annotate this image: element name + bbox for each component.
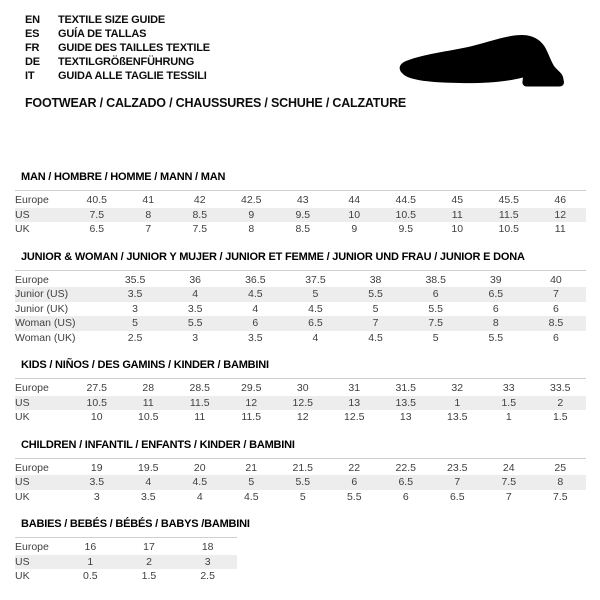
row-label: US bbox=[15, 555, 30, 568]
size-value: 6 bbox=[432, 288, 439, 300]
size-value: 32 bbox=[451, 382, 464, 394]
size-value: 1.5 bbox=[501, 396, 517, 409]
size-value: 6.5 bbox=[89, 223, 105, 235]
size-value: 5.5 bbox=[488, 331, 504, 344]
size-value: 2.5 bbox=[127, 331, 143, 344]
size-value: 3.5 bbox=[127, 288, 143, 300]
size-value: 11 bbox=[554, 223, 566, 235]
row-label: UK bbox=[15, 223, 30, 235]
size-value: 4.5 bbox=[192, 476, 208, 488]
size-value: 7 bbox=[145, 223, 152, 235]
table-row bbox=[15, 381, 586, 396]
size-value: 33 bbox=[502, 382, 515, 394]
size-value: 7 bbox=[553, 288, 559, 300]
size-value: 4 bbox=[196, 490, 203, 503]
size-value: 9.5 bbox=[398, 223, 414, 235]
size-value: 1 bbox=[505, 411, 512, 423]
size-value: 35.5 bbox=[124, 273, 146, 286]
size-value: 12 bbox=[296, 411, 309, 423]
size-value: 5 bbox=[372, 302, 379, 315]
size-value: 18 bbox=[201, 541, 214, 553]
size-value: 44.5 bbox=[395, 194, 416, 206]
table-row bbox=[15, 222, 586, 237]
size-value: 1 bbox=[87, 555, 94, 568]
row-label: US bbox=[15, 476, 30, 488]
section-title: CHILDREN / INFANTIL / ENFANTS / KINDER / BAMBINI bbox=[21, 438, 295, 451]
size-value: 21 bbox=[245, 461, 258, 474]
table-row bbox=[15, 555, 237, 570]
language-code: FR bbox=[25, 42, 40, 54]
size-value: 9 bbox=[248, 208, 255, 221]
size-value: 8.5 bbox=[192, 208, 208, 221]
size-value: 31.5 bbox=[395, 382, 416, 394]
size-value: 2 bbox=[557, 396, 564, 409]
size-value: 5.5 bbox=[295, 476, 311, 488]
size-value: 37.5 bbox=[305, 273, 326, 286]
size-section bbox=[15, 251, 586, 346]
language-row bbox=[25, 13, 600, 27]
size-value: 3 bbox=[192, 331, 199, 344]
size-value: 25 bbox=[554, 461, 567, 474]
size-value: 5.5 bbox=[368, 288, 383, 300]
size-value: 5 bbox=[299, 490, 306, 503]
table-row bbox=[15, 273, 586, 288]
size-value: 23.5 bbox=[447, 461, 468, 474]
size-table-wrap bbox=[15, 458, 586, 505]
size-value: 11 bbox=[142, 396, 154, 409]
size-value: 3 bbox=[132, 302, 138, 315]
size-value: 6 bbox=[402, 490, 409, 503]
row-label: Woman (US) bbox=[15, 317, 76, 329]
table-row bbox=[15, 208, 586, 223]
size-table bbox=[15, 461, 586, 505]
size-value: 22.5 bbox=[395, 461, 416, 474]
size-value: 44 bbox=[348, 194, 361, 206]
size-value: 8.5 bbox=[548, 317, 564, 329]
section-title: JUNIOR & WOMAN / JUNIOR Y MUJER / JUNIOR ET FEMME / JUNIOR UND FRAU / JUNIOR E DONA bbox=[21, 250, 525, 263]
row-label: Woman (UK) bbox=[15, 331, 76, 344]
size-value: 7 bbox=[454, 476, 461, 488]
row-label: Junior (UK) bbox=[15, 302, 69, 315]
row-label: Europe bbox=[15, 461, 49, 474]
size-value: 13 bbox=[348, 396, 361, 409]
size-value: 17 bbox=[143, 541, 155, 553]
size-tables bbox=[15, 171, 586, 584]
row-label: Europe bbox=[15, 541, 49, 553]
category-heading: FOOTWEAR / CALZADO / CHAUSSURES / SCHUHE / CALZATURE bbox=[25, 96, 407, 110]
size-value: 45.5 bbox=[498, 194, 519, 206]
size-value: 4.5 bbox=[248, 288, 263, 300]
size-value: 1 bbox=[454, 396, 461, 409]
size-value: 12.5 bbox=[344, 411, 365, 423]
size-value: 0.5 bbox=[83, 570, 98, 582]
size-value: 6.5 bbox=[449, 490, 465, 503]
size-value: 5.5 bbox=[346, 490, 362, 503]
size-value: 6.5 bbox=[488, 288, 504, 300]
language-code: DE bbox=[25, 56, 40, 68]
size-value: 5 bbox=[132, 317, 138, 329]
size-value: 38 bbox=[369, 273, 382, 286]
size-value: 42.5 bbox=[241, 194, 262, 206]
size-value: 42 bbox=[193, 194, 206, 206]
size-value: 5 bbox=[432, 331, 439, 344]
guide-title-de: TEXTILGRÖßENFÜHRUNG bbox=[58, 56, 195, 68]
size-value: 39 bbox=[489, 273, 502, 286]
size-value: 10 bbox=[90, 411, 103, 423]
row-label: Europe bbox=[15, 194, 49, 206]
size-section bbox=[15, 518, 586, 584]
size-value: 12 bbox=[554, 208, 567, 221]
row-label: US bbox=[15, 208, 30, 221]
size-value: 6.5 bbox=[398, 476, 414, 488]
section-title: BABIES / BEBÉS / BÉBÉS / BABYS /BAMBINI bbox=[21, 518, 250, 530]
row-label: UK bbox=[15, 570, 30, 582]
size-value: 10.5 bbox=[498, 223, 519, 235]
size-section bbox=[15, 171, 586, 237]
size-value: 7.5 bbox=[192, 223, 208, 235]
guide-title-fr: GUIDE DES TAILLES TEXTILE bbox=[58, 42, 210, 54]
guide-title-es: GUÍA DE TALLAS bbox=[58, 28, 147, 40]
table-row bbox=[15, 410, 586, 425]
section-title: MAN / HOMBRE / HOMME / MANN / MAN bbox=[21, 171, 226, 183]
size-value: 5.5 bbox=[428, 302, 443, 315]
table-row bbox=[15, 287, 586, 302]
size-value: 10 bbox=[348, 208, 361, 221]
size-value: 22 bbox=[348, 461, 361, 474]
size-value: 10.5 bbox=[86, 396, 107, 409]
size-value: 40 bbox=[550, 273, 562, 286]
table-row bbox=[15, 490, 586, 505]
table-row bbox=[15, 193, 586, 208]
size-value: 27.5 bbox=[86, 382, 107, 394]
size-value: 3 bbox=[204, 555, 211, 568]
size-value: 28 bbox=[142, 382, 155, 394]
size-value: 3 bbox=[93, 490, 100, 503]
size-value: 7.5 bbox=[501, 476, 517, 488]
row-label: Europe bbox=[15, 382, 49, 394]
size-table-wrap bbox=[15, 378, 586, 425]
size-value: 4 bbox=[312, 331, 319, 344]
size-value: 41 bbox=[142, 194, 155, 206]
size-value: 33.5 bbox=[550, 382, 571, 394]
row-label: Europe bbox=[15, 273, 49, 286]
size-value: 6 bbox=[351, 476, 358, 488]
size-value: 13 bbox=[399, 411, 412, 423]
size-value: 45 bbox=[451, 194, 464, 206]
size-value: 6 bbox=[492, 302, 499, 315]
size-value: 9.5 bbox=[295, 208, 311, 221]
size-value: 3.5 bbox=[89, 476, 105, 488]
size-value: 12 bbox=[245, 396, 258, 409]
size-value: 4 bbox=[252, 302, 259, 315]
size-value: 8 bbox=[492, 317, 499, 329]
size-value: 19 bbox=[90, 461, 103, 474]
size-value: 3.5 bbox=[248, 331, 263, 344]
size-value: 13.5 bbox=[447, 411, 468, 423]
table-row bbox=[15, 302, 586, 317]
size-section bbox=[15, 359, 586, 425]
size-section bbox=[15, 439, 586, 505]
language-code: EN bbox=[25, 14, 40, 26]
language-code: IT bbox=[25, 70, 35, 82]
size-value: 29.5 bbox=[241, 382, 262, 394]
size-value: 24 bbox=[502, 461, 515, 474]
size-table bbox=[15, 381, 586, 425]
table-row bbox=[15, 461, 586, 476]
size-value: 28.5 bbox=[189, 382, 210, 394]
table-row bbox=[15, 316, 586, 331]
size-value: 31 bbox=[348, 382, 361, 394]
size-value: 4.5 bbox=[368, 331, 383, 344]
size-value: 43 bbox=[296, 194, 309, 206]
size-value: 7 bbox=[372, 317, 379, 329]
size-value: 16 bbox=[84, 541, 97, 553]
row-label: Junior (US) bbox=[15, 288, 69, 300]
size-value: 3.5 bbox=[187, 302, 203, 315]
size-value: 36 bbox=[189, 273, 202, 286]
size-value: 5.5 bbox=[187, 317, 203, 329]
size-value: 10.5 bbox=[138, 411, 159, 423]
size-value: 6 bbox=[553, 302, 559, 315]
size-value: 8 bbox=[557, 476, 564, 488]
size-value: 8.5 bbox=[295, 223, 311, 235]
size-value: 12.5 bbox=[292, 396, 313, 409]
size-value: 21.5 bbox=[292, 461, 313, 474]
size-value: 2.5 bbox=[200, 570, 215, 582]
size-value: 40.5 bbox=[86, 194, 107, 206]
size-value: 5 bbox=[248, 476, 255, 488]
size-value: 11 bbox=[194, 411, 206, 423]
row-label: UK bbox=[15, 411, 30, 423]
size-value: 11.5 bbox=[241, 411, 262, 423]
size-value: 13.5 bbox=[395, 396, 416, 409]
size-value: 1.5 bbox=[141, 570, 157, 582]
section-title: KIDS / NIÑOS / DES GAMINS / KINDER / BAMBINI bbox=[21, 359, 269, 371]
row-label: US bbox=[15, 396, 30, 409]
size-table-wrap bbox=[15, 190, 586, 237]
size-value: 2 bbox=[146, 555, 152, 568]
size-value: 46 bbox=[554, 194, 567, 206]
size-value: 7.5 bbox=[89, 208, 105, 221]
size-value: 11.5 bbox=[498, 208, 519, 221]
table-row bbox=[15, 475, 586, 490]
size-value: 10.5 bbox=[395, 208, 416, 221]
size-value: 6.5 bbox=[308, 317, 323, 329]
size-value: 11 bbox=[451, 208, 463, 221]
size-value: 4 bbox=[192, 288, 199, 300]
size-value: 6 bbox=[252, 317, 259, 329]
guide-title-it: GUIDA ALLE TAGLIE TESSILI bbox=[58, 70, 207, 82]
size-value: 7.5 bbox=[552, 490, 568, 503]
size-value: 7.5 bbox=[428, 317, 443, 329]
size-value: 4 bbox=[145, 476, 152, 488]
size-value: 30 bbox=[296, 382, 309, 394]
size-value: 11.5 bbox=[189, 396, 210, 409]
size-value: 20 bbox=[193, 461, 206, 474]
size-table-wrap bbox=[15, 537, 237, 584]
size-value: 8 bbox=[248, 223, 255, 235]
language-code: ES bbox=[25, 28, 40, 40]
size-value: 4.5 bbox=[308, 302, 323, 315]
size-value: 10 bbox=[451, 223, 464, 235]
guide-title-en: TEXTILE SIZE GUIDE bbox=[58, 14, 166, 26]
size-value: 1.5 bbox=[552, 411, 568, 423]
size-table bbox=[15, 540, 237, 584]
size-value: 6 bbox=[553, 331, 559, 344]
size-value: 38.5 bbox=[425, 273, 446, 286]
size-table bbox=[15, 273, 586, 346]
size-value: 3.5 bbox=[140, 490, 156, 503]
size-value: 5 bbox=[312, 288, 319, 300]
table-row bbox=[15, 569, 237, 584]
size-value: 19.5 bbox=[138, 461, 159, 474]
size-table-wrap bbox=[15, 270, 586, 346]
size-table bbox=[15, 193, 586, 237]
size-value: 36.5 bbox=[245, 273, 266, 286]
size-value: 9 bbox=[351, 223, 358, 235]
table-row bbox=[15, 331, 586, 346]
table-row bbox=[15, 396, 586, 411]
size-value: 4.5 bbox=[243, 490, 259, 503]
table-row bbox=[15, 540, 237, 555]
row-label: UK bbox=[15, 490, 30, 503]
size-value: 7 bbox=[505, 490, 512, 503]
size-value: 8 bbox=[145, 208, 152, 221]
shoe-icon bbox=[396, 33, 576, 93]
